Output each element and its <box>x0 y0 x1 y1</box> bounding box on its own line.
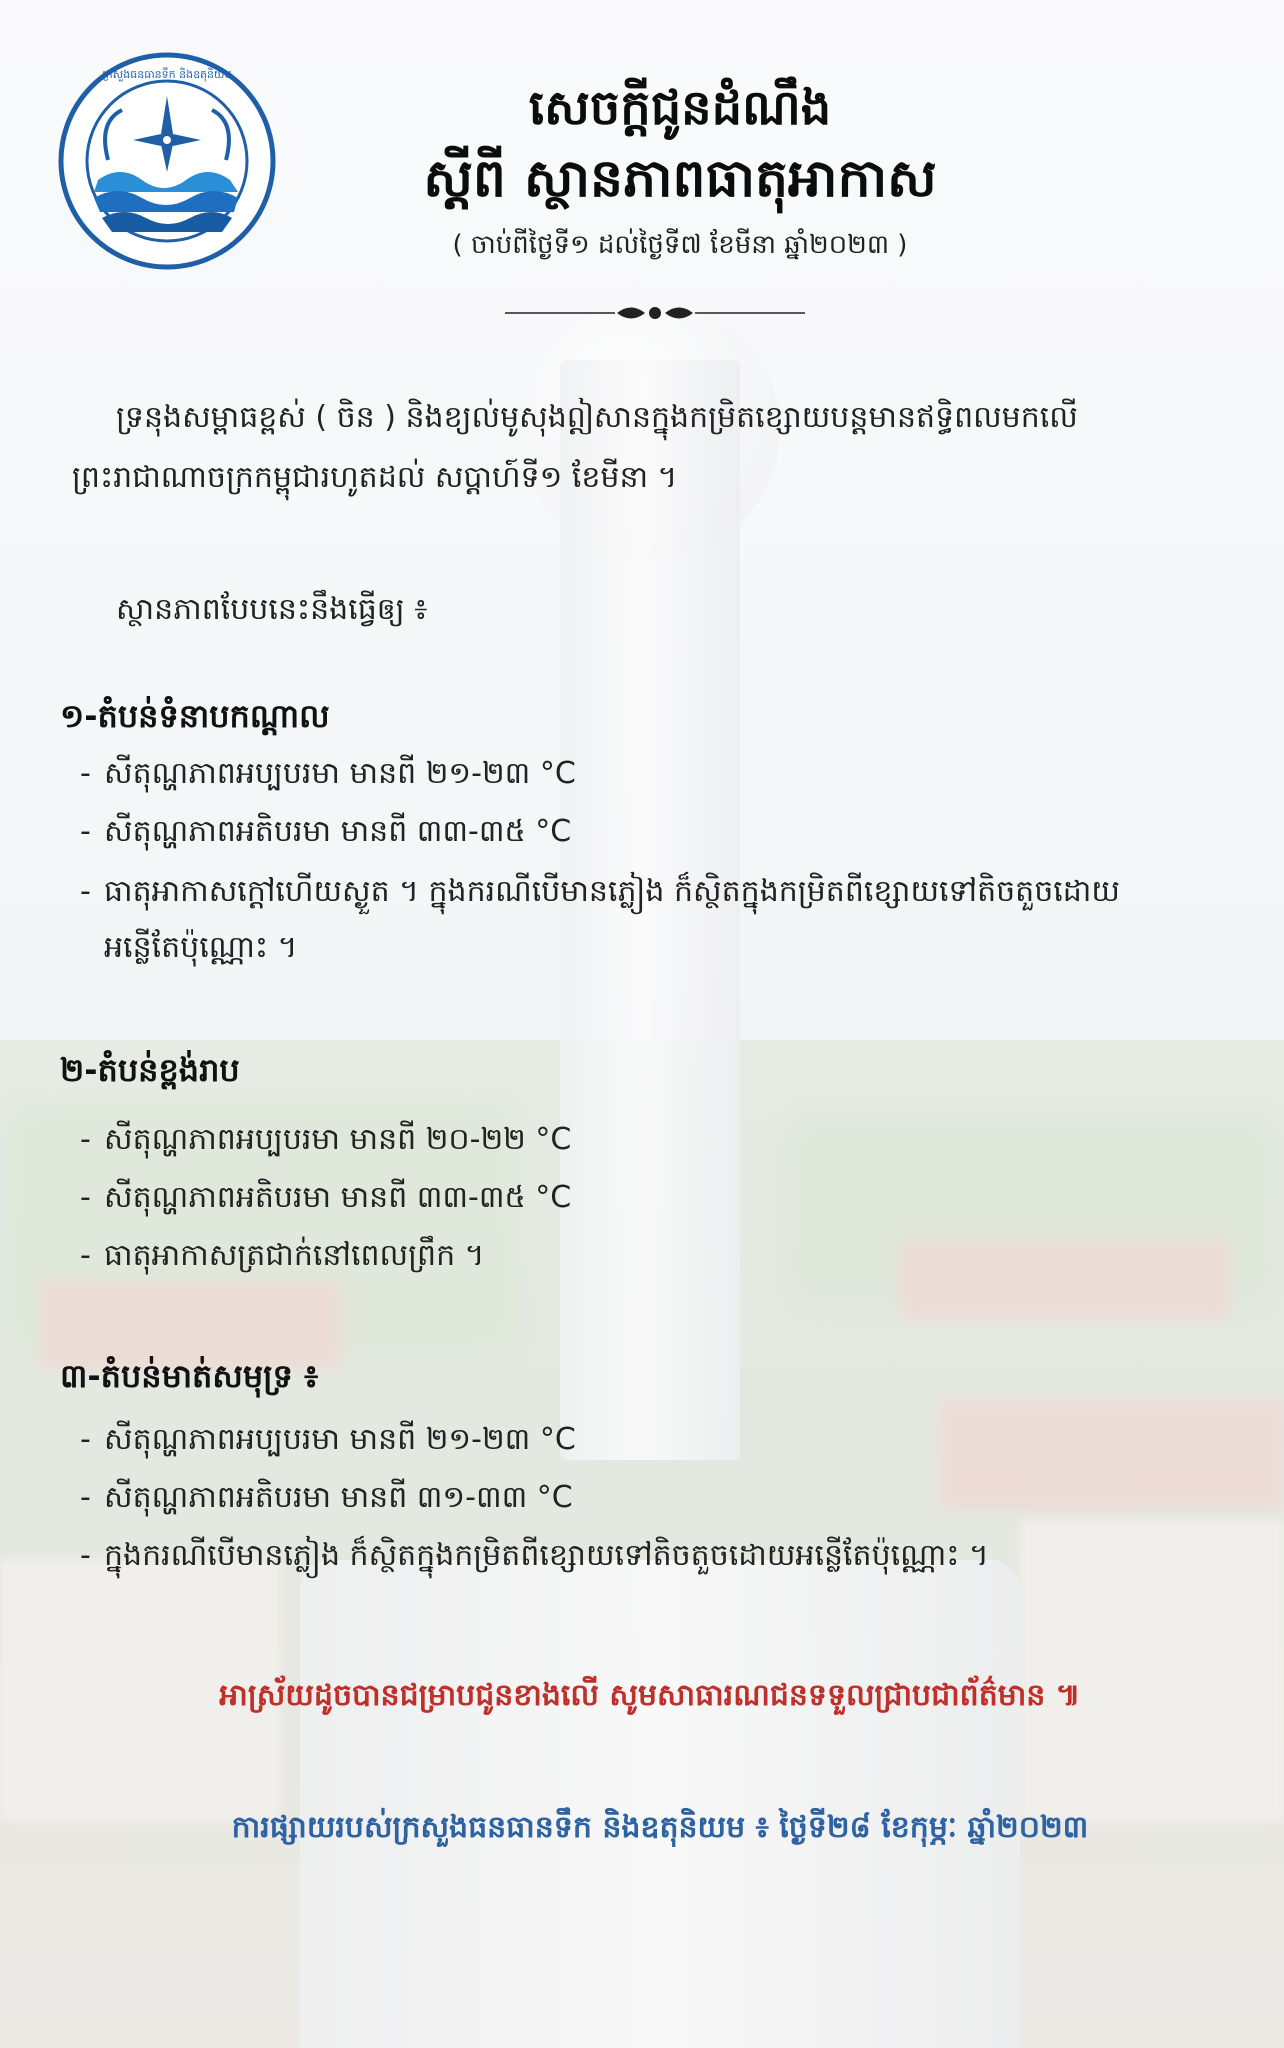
list-item: - សីតុណ្ហភាពអប្បបរមា មានពី ២០-២២ °C <box>80 1122 572 1157</box>
list-item: - ធាតុអាកាសក្តៅហើយស្ងួត ។ ក្នុងករណីបើមានភ្លៀង ក៏ស្ថិតក្នុងកម្រិតពីខ្សោយទៅតិចតួចដោយ <box>80 874 1120 909</box>
region-heading: ៣-តំបន់មាត់សមុទ្រ ៖ <box>60 1357 319 1395</box>
logo-text: ក្រសួងធនធានទឹក និងឧតុនិយម <box>102 68 232 81</box>
page-subtitle: ស្តីពី ស្ថានភាពធាតុអាកាស <box>423 148 937 209</box>
ministry-logo <box>58 52 276 270</box>
notice-text: អាស្រ័យដូចបានជម្រាបជូនខាងលើ សូមសាធារណជនទទួលជ្រាបជាព័ត៌មាន ៕ <box>219 1678 1081 1713</box>
list-item-continuation: អន្លើតែប៉ុណ្ណោះ ។ <box>104 930 298 965</box>
publication-footer: ការផ្សាយរបស់ក្រសួងធនធានទឹក និងឧតុនិយម ៖ ថ្ងៃទី២៨ ខែកុម្ភៈ ឆ្នាំ២០២៣ <box>231 1810 1089 1845</box>
intro-line-3: ស្ថានភាពបែបនេះនឹងធ្វើឲ្យ ៖ <box>116 592 428 627</box>
list-item: - សីតុណ្ហភាពអប្បបរមា មានពី ២១-២៣ °C <box>80 1422 576 1457</box>
list-item: - ធាតុអាកាសត្រជាក់នៅពេលព្រឹក ។ <box>80 1238 485 1273</box>
list-item: - ក្នុងករណីបើមានភ្លៀង ក៏ស្ថិតក្នុងកម្រិតពីខ្សោយទៅតិចតួចដោយអន្លើតែប៉ុណ្ណោះ ។ <box>80 1538 989 1573</box>
region-heading: ២-តំបន់ខ្ពង់រាប <box>60 1051 240 1089</box>
ornament-divider <box>505 300 805 326</box>
page-title: សេចក្តីជូនដំណឹង <box>528 80 832 136</box>
list-item: - សីតុណ្ហភាពអប្បបរមា មានពី ២១-២៣ °C <box>80 756 576 791</box>
list-item: - សីតុណ្ហភាពអតិបរមា មានពី ៣៣-៣៥ °C <box>80 814 572 849</box>
list-item: - សីតុណ្ហភាពអតិបរមា មានពី ៣៣-៣៥ °C <box>80 1180 572 1215</box>
list-item: - សីតុណ្ហភាពអតិបរមា មានពី ៣១-៣៣ °C <box>80 1480 573 1515</box>
date-range: ( ចាប់ពីថ្ងៃទី១ ដល់ថ្ងៃទី៧ ខែមីនា ឆ្នាំ២០២៣ ) <box>452 230 908 260</box>
intro-line-1: ទ្រនុងសម្ពាធខ្ពស់ ( ចិន ) និងខ្យល់មូសុងឦសានក្នុងកម្រិតខ្សោយបន្តមានឥទ្ធិពលមកលើ <box>116 400 1078 435</box>
intro-line-2: ព្រះរាជាណាចក្រកម្ពុជារហូតដល់ សប្តាហ៍ទី១ ខែមីនា ។ <box>72 460 678 495</box>
region-heading: ១-តំបន់ទំនាបកណ្តាល <box>60 697 330 735</box>
